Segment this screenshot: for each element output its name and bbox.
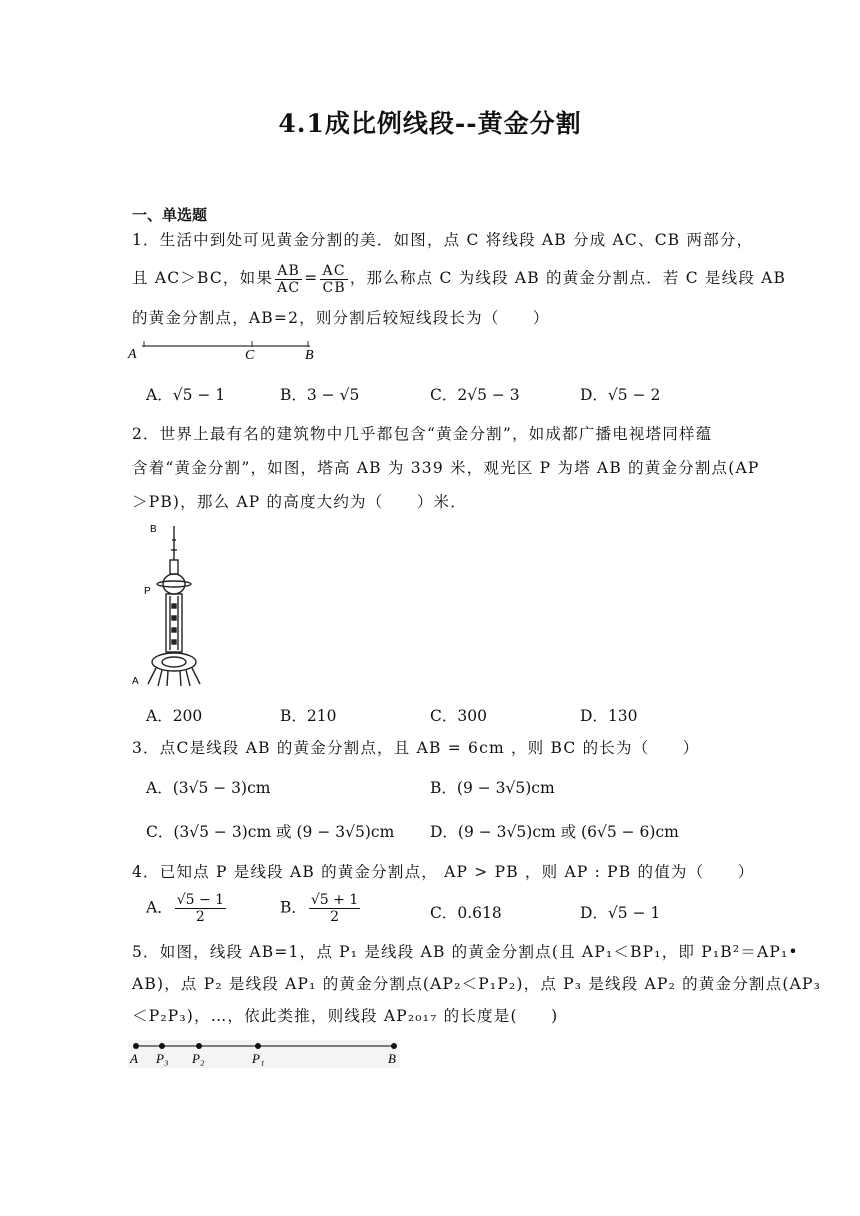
tower-label-b: B <box>150 524 157 535</box>
frac-num: AC <box>320 263 347 280</box>
q5-line2: AB)，点 P₂ 是线段 AP₁ 的黄金分割点(AP₂＜P₁P₂)，点 P₃ 是线段 AP₂ 的黄金分割点(AP₃ <box>132 975 822 993</box>
equals-sign: = <box>304 269 319 287</box>
q3-line1: 3．点C是线段 AB 的黄金分割点，且 AB = 6cm ，则 BC 的长为（ ） <box>132 739 700 757</box>
frac-den: CB <box>322 279 346 296</box>
q4-option-c[interactable]: C．0.618 <box>430 904 502 922</box>
page-title: 4.1成比例线段--黄金分割 <box>278 109 582 138</box>
frac-den: 2 <box>330 909 340 925</box>
tower-drawing <box>148 526 200 686</box>
q2-line1: 2．世界上最有名的建筑物中几乎都包含“黄金分割”，如成都广播电视塔同样蕴 <box>132 425 713 443</box>
q1-fraction-ac-cb <box>320 263 347 296</box>
q1-option-c[interactable]: C．2√5 − 3 <box>430 386 520 404</box>
label-p1: P₁ <box>252 1051 265 1066</box>
q3-option-b[interactable]: B．(9 − 3√5)cm <box>430 779 555 797</box>
q1-option-a[interactable]: A．√5 − 1 <box>146 386 226 404</box>
q2-option-a[interactable]: A．200 <box>146 707 203 725</box>
tower-label-a: A <box>132 676 139 687</box>
q1-line2-pre: 且 AC＞BC，如果 <box>132 269 274 287</box>
point-a <box>133 1043 139 1049</box>
point-p2 <box>196 1043 202 1049</box>
section-heading: 一、单选题 <box>132 206 208 224</box>
point-p1 <box>255 1043 261 1049</box>
frac-den: 2 <box>195 909 205 925</box>
q4-fraction-a <box>175 892 226 925</box>
label-a: A <box>130 1051 138 1066</box>
tv-tower-figure <box>132 520 212 690</box>
q4-option-b[interactable] <box>280 892 362 925</box>
q1-option-b[interactable]: B．3 − √5 <box>280 386 360 404</box>
q1-fraction-ab-ac <box>275 263 302 296</box>
q2-option-c[interactable]: C．300 <box>430 707 487 725</box>
q1-line2-post: ，那么称点 C 为线段 AB 的黄金分割点．若 C 是线段 AB <box>349 269 787 287</box>
q4-option-d[interactable]: D．√5 − 1 <box>580 904 661 922</box>
q3-option-d[interactable]: D．(9 − 3√5)cm 或 (6√5 − 6)cm <box>430 823 679 841</box>
label-a: A <box>128 347 137 362</box>
frac-num: AB <box>275 263 302 280</box>
q4-line1: 4．已知点 P 是线段 AB 的黄金分割点， AP > PB ，则 AP : PB 的值为（ ） <box>132 863 755 881</box>
q5-line3: ＜P₂P₃)，…，依此类推，则线段 AP₂₀₁₇ 的长度是( ) <box>132 1007 559 1025</box>
label-b: B <box>388 1051 396 1066</box>
frac-num: √5 + 1 <box>310 892 359 908</box>
q1-line1: 1．生活中到处可见黄金分割的美．如图，点 C 将线段 AB 分成 AC、CB 两部分， <box>132 231 754 249</box>
q3-option-a[interactable]: A．(3√5 − 3)cm <box>146 779 271 797</box>
q3-option-c[interactable]: C．(3√5 − 3)cm 或 (9 − 3√5)cm <box>146 823 395 841</box>
q1-segment-figure <box>128 338 328 362</box>
q4-fraction-b <box>309 892 360 925</box>
label-p3: P₃ <box>156 1051 169 1066</box>
label-c: C <box>245 348 255 363</box>
q1-line2 <box>132 258 786 298</box>
q4-option-a[interactable] <box>146 892 228 925</box>
q2-option-d[interactable]: D．130 <box>580 707 638 725</box>
q5-line1: 5．如图，线段 AB=1，点 P₁ 是线段 AB 的黄金分割点(且 AP₁＜BP₁，即 P₁B²＝AP₁• <box>132 943 799 961</box>
label-b: B <box>305 348 314 363</box>
option-label: B． <box>280 898 307 917</box>
q2-line3: ＞PB)，那么 AP 的高度大约为（ ）米． <box>132 493 467 511</box>
q2-option-b[interactable]: B．210 <box>280 707 337 725</box>
q1-line3: 的黄金分割点，AB=2，则分割后较短线段长为（ ） <box>132 309 550 327</box>
q1-option-d[interactable]: D．√5 − 2 <box>580 386 661 404</box>
point-p3 <box>159 1043 165 1049</box>
frac-num: √5 − 1 <box>176 892 225 908</box>
tower-label-p: P <box>144 586 151 597</box>
label-p2: P₂ <box>192 1051 205 1066</box>
q2-line2: 含着“黄金分割”，如图，塔高 AB 为 339 米，观光区 P 为塔 AB 的黄金分割点(AP <box>132 459 760 477</box>
option-label: A． <box>146 898 173 917</box>
frac-den: AC <box>277 279 301 296</box>
q5-segment-figure <box>128 1040 400 1070</box>
point-b <box>391 1043 397 1049</box>
